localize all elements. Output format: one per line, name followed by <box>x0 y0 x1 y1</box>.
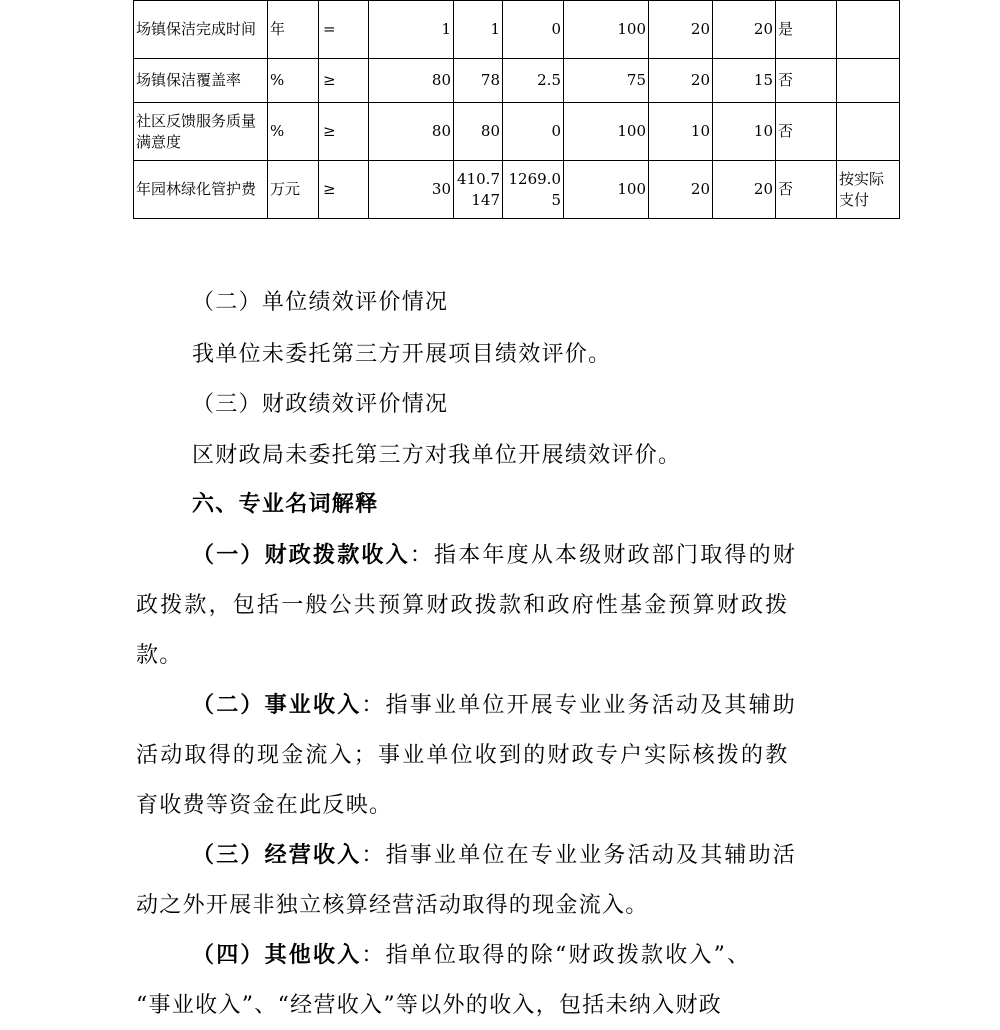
indicator-value: 1 <box>454 1 503 59</box>
indicator-operator: = <box>319 1 369 59</box>
indicator-value: 20 <box>649 59 713 103</box>
indicator-note <box>837 103 900 161</box>
term-paragraph-line <box>192 838 797 869</box>
term-definition: ：指单位取得的除“财政拨款收入”、 <box>361 943 752 968</box>
term-paragraph-line <box>192 688 797 719</box>
term-paragraph-line: 政拨款，包括一般公共预算财政拨款和政府性基金预算财政拨 <box>136 593 790 618</box>
indicator-value: 100 <box>564 1 649 59</box>
indicator-value: 78 <box>454 59 503 103</box>
term-paragraph-line: 款。 <box>136 643 183 668</box>
indicator-value: 20 <box>713 161 776 219</box>
indicator-value: 100 <box>564 161 649 219</box>
indicator-unit: 万元 <box>268 161 319 219</box>
indicator-flag: 否 <box>776 103 837 161</box>
indicator-value: 2.5 <box>503 59 564 103</box>
indicator-value: 0 <box>503 103 564 161</box>
indicator-operator: ≥ <box>319 103 369 161</box>
indicator-operator: ≥ <box>319 161 369 219</box>
term-title: （三）经营收入 <box>192 842 362 868</box>
indicator-value: 20 <box>713 1 776 59</box>
term-paragraph-line <box>192 938 751 969</box>
term-paragraph-line: 育收费等资金在此反映。 <box>136 793 393 818</box>
indicator-value: 10 <box>649 103 713 161</box>
term-title: （四）其他收入 <box>192 942 362 968</box>
table-row <box>134 103 900 161</box>
paragraph-unit-evaluation: 我单位未委托第三方开展项目绩效评价。 <box>192 342 612 367</box>
indicator-value: 30 <box>369 161 454 219</box>
term-paragraph-line: “事业收入”、“经营收入”等以外的收入，包括未纳入财政 <box>136 993 723 1018</box>
term-paragraph-line: 活动取得的现金流入；事业单位收到的财政专户实际核拨的教 <box>136 743 790 768</box>
indicator-note <box>837 1 900 59</box>
section-heading-terms: 六、专业名词解释 <box>192 491 379 517</box>
indicator-name: 场镇保洁完成时间 <box>134 1 268 59</box>
term-definition: ：指事业单位开展专业业务活动及其辅助 <box>361 693 798 718</box>
indicator-flag: 否 <box>776 161 837 219</box>
term-definition: ：指本年度从本级财政部门取得的财 <box>409 543 798 568</box>
indicator-value: 80 <box>369 59 454 103</box>
indicator-unit: % <box>268 103 319 161</box>
indicator-note: 按实际支付 <box>837 161 900 219</box>
indicator-value: 0 <box>503 1 564 59</box>
indicator-value: 15 <box>713 59 776 103</box>
indicator-flag: 是 <box>776 1 837 59</box>
indicator-unit: % <box>268 59 319 103</box>
indicator-value: 75 <box>564 59 649 103</box>
indicator-name: 年园林绿化管护费 <box>134 161 268 219</box>
indicator-name: 社区反馈服务质量满意度 <box>134 103 268 161</box>
indicator-value: 20 <box>649 161 713 219</box>
indicator-value: 80 <box>369 103 454 161</box>
term-paragraph-line <box>192 538 797 569</box>
table-row <box>134 59 900 103</box>
indicator-value: 1 <box>369 1 454 59</box>
performance-metrics-table <box>133 0 900 219</box>
section-heading-unit-evaluation: （二）单位绩效评价情况 <box>192 290 449 315</box>
indicator-value: 10 <box>713 103 776 161</box>
term-title: （二）事业收入 <box>192 692 362 718</box>
indicator-note <box>837 59 900 103</box>
indicator-value: 100 <box>564 103 649 161</box>
indicator-value: 1269.05 <box>503 161 564 219</box>
indicator-value: 20 <box>649 1 713 59</box>
indicator-value: 410.7147 <box>454 161 503 219</box>
table-row <box>134 161 900 219</box>
indicator-name: 场镇保洁覆盖率 <box>134 59 268 103</box>
term-definition: ：指事业单位在专业业务活动及其辅助活 <box>361 843 798 868</box>
paragraph-finance-evaluation: 区财政局未委托第三方对我单位开展绩效评价。 <box>192 443 682 468</box>
indicator-operator: ≥ <box>319 59 369 103</box>
indicator-value: 80 <box>454 103 503 161</box>
table-row <box>134 1 900 59</box>
indicator-flag: 否 <box>776 59 837 103</box>
section-heading-finance-evaluation: （三）财政绩效评价情况 <box>192 392 449 417</box>
indicator-unit: 年 <box>268 1 319 59</box>
term-title: （一）财政拨款收入 <box>192 542 410 568</box>
term-paragraph-line: 动之外开展非独立核算经营活动取得的现金流入。 <box>136 893 649 918</box>
